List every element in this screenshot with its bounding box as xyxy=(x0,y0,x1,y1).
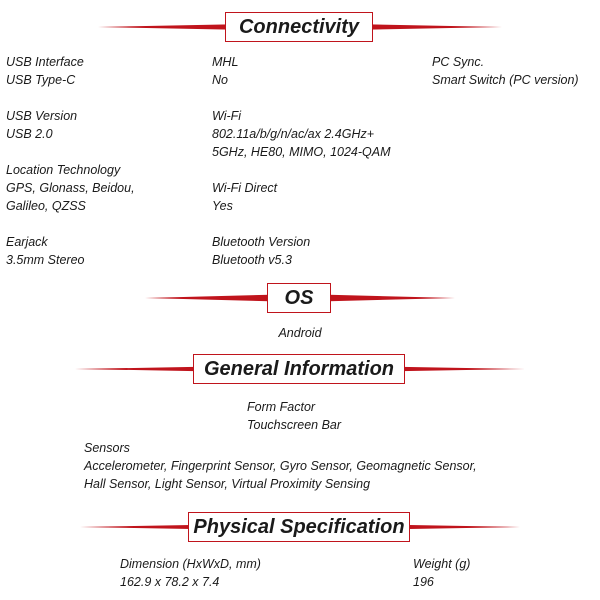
wifi-label: Wi-Fi xyxy=(212,109,242,123)
sensors-label: Sensors xyxy=(84,441,130,455)
section-title-general-information: General Information xyxy=(193,354,405,384)
location-technology-value-2: Galileo, QZSS xyxy=(6,199,86,213)
connectivity-col-2 xyxy=(212,53,391,269)
usb-version-value: USB 2.0 xyxy=(6,127,53,141)
location-technology-value-1: GPS, Glonass, Beidou, xyxy=(6,181,135,195)
weight-block xyxy=(413,555,470,591)
sensors-value-2: Hall Sensor, Light Sensor, Virtual Proximity Sensing xyxy=(84,477,371,491)
wifi-direct-label: Wi-Fi Direct xyxy=(212,181,278,195)
mhl-value: No xyxy=(212,73,228,87)
form-factor-block xyxy=(247,398,341,434)
mhl-label: MHL xyxy=(212,55,239,69)
wifi-value-1: 802.11a/b/g/n/ac/ax 2.4GHz+ xyxy=(212,127,375,141)
connectivity-col-1 xyxy=(6,53,135,269)
form-factor-label: Form Factor xyxy=(247,400,316,414)
usb-version-label: USB Version xyxy=(6,109,78,123)
form-factor-value: Touchscreen Bar xyxy=(247,418,342,432)
connectivity-header xyxy=(0,12,600,42)
section-title-physical-specification: Physical Specification xyxy=(188,512,410,542)
connectivity-col-3 xyxy=(432,53,579,89)
bluetooth-version-value: Bluetooth v5.3 xyxy=(212,253,292,267)
dimension-value: 162.9 x 78.2 x 7.4 xyxy=(120,575,220,589)
dimension-label: Dimension (HxWxD, mm) xyxy=(120,557,261,571)
pc-sync-label: PC Sync. xyxy=(432,55,485,69)
usb-interface-label: USB Interface xyxy=(6,55,84,69)
general-information-header xyxy=(0,354,600,384)
bluetooth-version-label: Bluetooth Version xyxy=(212,235,311,249)
weight-value: 196 xyxy=(413,575,434,589)
usb-interface-value: USB Type-C xyxy=(6,73,76,87)
wifi-value-2: 5GHz, HE80, MIMO, 1024-QAM xyxy=(212,145,391,159)
os-value: Android xyxy=(278,326,322,340)
section-title-os: OS xyxy=(267,283,331,313)
sensors-value-1: Accelerometer, Fingerprint Sensor, Gyro Sensor, Geomagnetic Sensor, xyxy=(84,459,477,473)
sensors-block xyxy=(84,439,477,493)
wifi-direct-value: Yes xyxy=(212,199,233,213)
os-header xyxy=(0,283,600,313)
physical-specification-header xyxy=(0,512,600,542)
section-title-connectivity: Connectivity xyxy=(225,12,373,42)
weight-label: Weight (g) xyxy=(413,557,471,571)
pc-sync-value: Smart Switch (PC version) xyxy=(432,73,579,87)
earjack-label: Earjack xyxy=(6,235,48,249)
location-technology-label: Location Technology xyxy=(6,163,121,177)
dimension-block xyxy=(120,555,261,591)
earjack-value: 3.5mm Stereo xyxy=(6,253,85,267)
